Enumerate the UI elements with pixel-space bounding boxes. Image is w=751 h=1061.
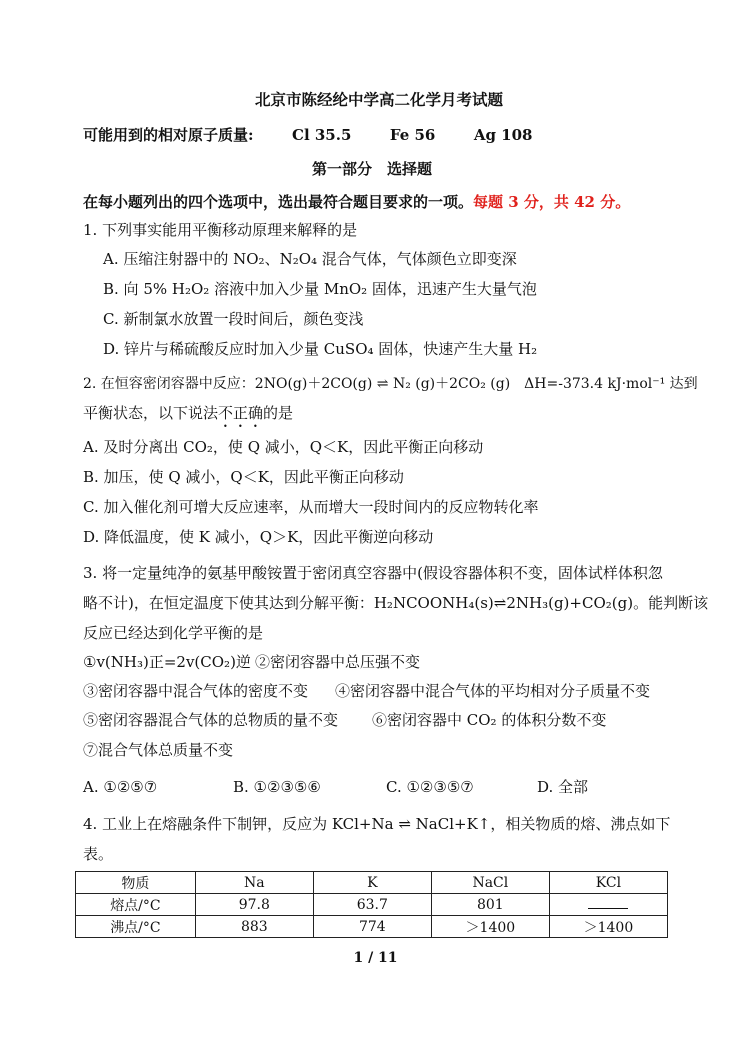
answer-blank-line (588, 898, 628, 909)
q3-condition-3: ③密闭容器中混合气体的密度不变 (83, 682, 309, 700)
q4-stem-line1: 4. 工业上在熔融条件下制钾，反应为 KCl+Na ⇌ NaCl+K↑，相关物质的熔、沸点如下 (83, 815, 671, 833)
q3-stem-line1: 3. 将一定量纯净的氨基甲酸铵置于密闭真空容器中(假设容器体积不变，固体试样体积忽 (83, 564, 663, 582)
table-cell: 97.8 (195, 894, 313, 916)
instructions-points: 每题 3 分，共 42 分。 (473, 193, 631, 211)
q2-stem-pre: 平衡状态，以下说法 (83, 404, 219, 422)
table-cell-blank (549, 894, 667, 916)
q3-condition-2: ②密闭容器中总压强不变 (255, 653, 421, 671)
q4-stem-line2: 表。 (83, 845, 114, 863)
q3-stem-line3: 反应已经达到化学平衡的是 (83, 624, 264, 642)
q2-option-d: D. 降低温度，使 K 减小，Q＞K，因此平衡逆向移动 (83, 528, 434, 546)
q2-emphasis: 不正确 (218, 404, 264, 422)
table-cell: ＞1400 (431, 916, 549, 938)
table-cell: 883 (195, 916, 313, 938)
atomic-mass-ag: Ag 108 (473, 126, 533, 144)
q2-stem-post: 的是 (263, 404, 294, 422)
q3-option-b: B. ①②③⑤⑥ (233, 778, 321, 796)
table-row (76, 916, 668, 938)
table-cell: ＞1400 (549, 916, 667, 938)
q2-option-a: A. 及时分离出 CO₂，使 Q 减小，Q＜K，因此平衡正向移动 (83, 438, 484, 456)
q3-condition-4: ④密闭容器中混合气体的平均相对分子质量不变 (335, 682, 651, 700)
section-title: 第一部分 选择题 (312, 160, 433, 178)
table-cell: 801 (431, 894, 549, 916)
properties-table (75, 871, 668, 938)
q3-option-a: A. ①②⑤⑦ (83, 778, 158, 796)
table-header-row (76, 872, 668, 894)
q1-stem: 1. 下列事实能用平衡移动原理来解释的是 (83, 221, 358, 239)
q3-condition-7: ⑦混合气体总质量不变 (83, 741, 234, 759)
atomic-mass-cl: Cl 35.5 (292, 126, 352, 144)
table-header-cell: K (313, 872, 431, 894)
q3-condition-5: ⑤密闭容器混合气体的总物质的量不变 (83, 711, 339, 729)
instructions-text: 在每小题列出的四个选项中，选出最符合题目要求的一项。 (83, 193, 474, 211)
table-header-cell: Na (195, 872, 313, 894)
q3-stem-line2: 略不计)，在恒定温度下使其达到分解平衡：H₂NCOONH₄(s)⇌2NH₃(g)+CO₂(g)。能判断该 (83, 594, 709, 612)
table-row (76, 894, 668, 916)
q2-option-c: C. 加入催化剂可增大反应速率，从而增大一段时间内的反应物转化率 (83, 498, 539, 516)
page-number: 1 / 11 (353, 950, 398, 966)
q1-option-d: D. 锌片与稀硫酸反应时加入少量 CuSO₄ 固体，快速产生大量 H₂ (103, 340, 538, 358)
q1-option-a: A. 压缩注射器中的 NO₂、N₂O₄ 混合气体，气体颜色立即变深 (103, 250, 517, 268)
q2-stem-line1: 2. 在恒容密闭容器中反应：2NO(g)＋2CO(g) ⇌ N₂ (g)＋2CO₂ (g) ΔH=-373.4 kJ·mol⁻¹ 达到 (83, 376, 698, 392)
table-header-cell: 物质 (76, 872, 196, 894)
q2-stem-line2 (83, 403, 293, 431)
q3-condition-1: ①v(NH₃)正=2v(CO₂)逆 (83, 653, 251, 671)
q3-condition-6: ⑥密闭容器中 CO₂ 的体积分数不变 (372, 711, 607, 729)
q1-option-b: B. 向 5% H₂O₂ 溶液中加入少量 MnO₂ 固体，迅速产生大量气泡 (103, 280, 537, 298)
table-header-cell: KCl (549, 872, 667, 894)
atomic-mass-label: 可能用到的相对原子质量: (83, 126, 254, 144)
q1-option-c: C. 新制氯水放置一段时间后，颜色变浅 (103, 310, 364, 328)
q2-option-b: B. 加压，使 Q 减小，Q＜K，因此平衡正向移动 (83, 468, 404, 486)
q3-option-c: C. ①②③⑤⑦ (386, 778, 474, 796)
table-header-cell: NaCl (431, 872, 549, 894)
table-cell: 774 (313, 916, 431, 938)
exam-title: 北京市陈经纶中学高二化学月考试题 (255, 90, 504, 109)
instructions (83, 192, 630, 212)
atomic-mass-fe: Fe 56 (389, 126, 436, 144)
q3-option-d: D. 全部 (537, 778, 589, 796)
table-cell: 63.7 (313, 894, 431, 916)
table-cell: 沸点/°C (76, 916, 196, 938)
atomic-mass-line (83, 125, 533, 145)
table-cell: 熔点/°C (76, 894, 196, 916)
